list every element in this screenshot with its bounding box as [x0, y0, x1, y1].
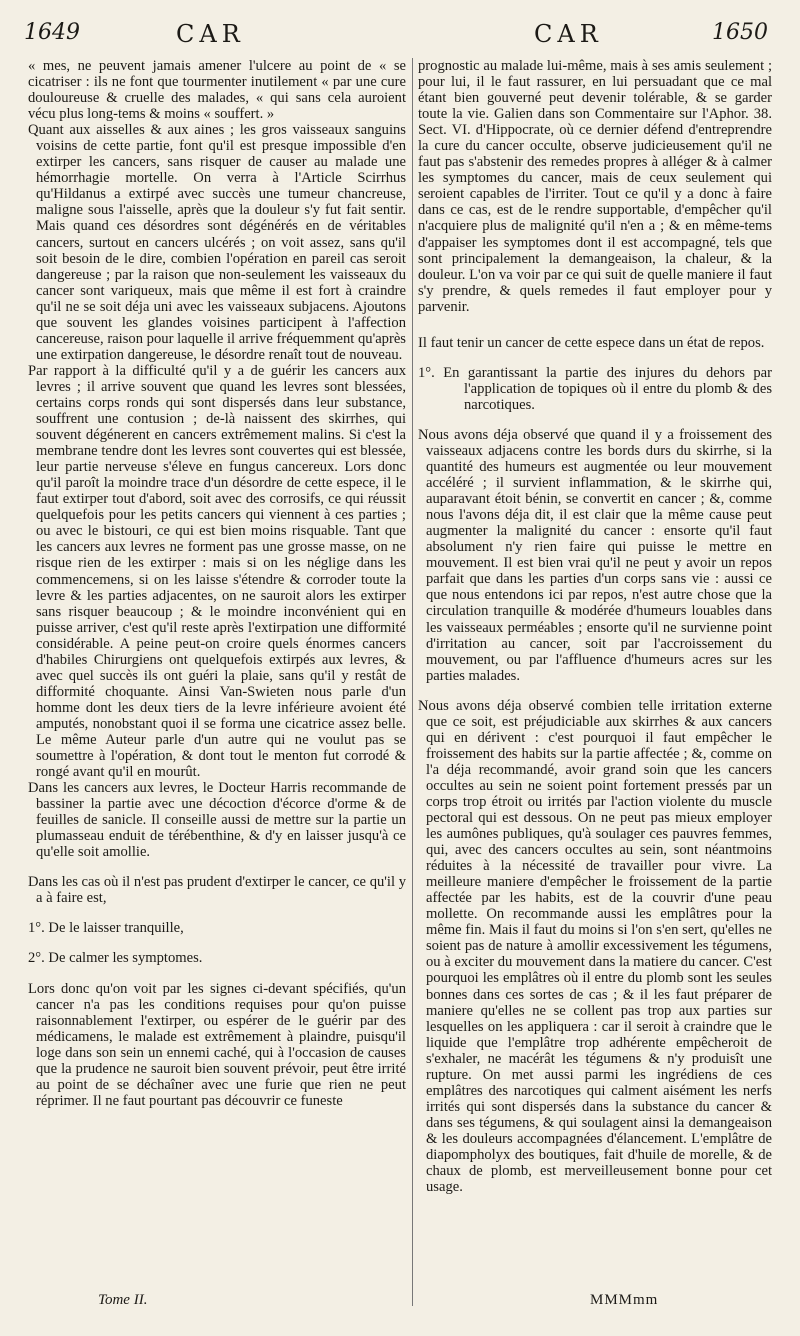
paragraph: « mes, ne peuvent jamais amener l'ulcere au point de « se cicatriser : ils ne font que tourmenter inutilement « par une cure douloureuse & cruelle des malades, « qui sans cela auroient vécu plus long-tems & moins « souffert. »: [28, 58, 406, 123]
paragraph: Quant aux aisselles & aux aines ; les gros vaisseaux sanguins voisins de cette partie, font qu'il est presque impossible d'en extirper les cancers, sans risquer de causer au malade une hémorrhagie mortelle. On verra à l'Article Scirrhus qu'Hildanus a extirpé avec succès une tumeur chancreuse, maligne sous l'aisselle, après que la douleur s'y fut fait sentir. Mais quand ces désordres sont dégénérés en de véritables cancers, surtout en cancers ulcérés ; on voit assez, sans qu'il soit besoin de le dire, combien l'opération en pareil cas seroit dangereuse ; par la raison que non-seulement les vaisseaux du cancer sont variqueux, mais que même il est fort à craindre qu'il ne se soit déja uni avec les vaisseaux subjacens. Ajoutons que souvent les glandes voisines participent à l'affection cancereuse, raison pour laquelle il arrive fréquemment qu'après une extirpation dangereuse, le désordre renaît tout de nouveau.: [28, 122, 406, 363]
right-running-head: CAR: [534, 20, 603, 48]
list-item: 1°. De le laisser tranquille,: [28, 920, 184, 937]
left-column: [28, 58, 406, 1303]
list-item: 2°. De calmer les symptomes.: [28, 950, 203, 967]
left-running-head: CAR: [176, 20, 245, 48]
paragraph: Nous avons déja observé que quand il y a froissement des vaisseaux adjacens contre les bords durs du skirrhe, si la quantité des humeurs est augmentée ou leur mouvement accéléré ; il survient inflammation, & le skirrhe qui, auparavant étoit bénin, se convertit en cancer ; &, comme nous l'avons déja dit, il est clair que la même cause peut augmenter la malignité du cancer : ensorte qu'il faut absolument n'y rien faire qui puisse le mettre en mouvement. Il est bien vrai qu'il ne peut y avoir un repos parfait que dans les parties d'un corps sans vie : aussi ce que nous entendons ici par repos, n'est autre chose que la circulation tranquille & modérée d'humeurs louables dans les vaisseaux perméables ; ensorte qu'il ne survienne point d'irritation au cancer, soit par l'accroissement du mouvement, ou par l'affluence d'humeurs acres sur les parties malades.: [418, 426, 772, 684]
column-divider: [412, 58, 413, 1306]
page-header: [0, 20, 800, 54]
list-item: 1°. En garantissant la partie des injures du dehors par l'application de topiques où il entre du plomb & des narcotiques.: [418, 364, 772, 413]
paragraph: Nous avons déja observé combien telle irritation externe que ce soit, est préjudiciable aux skirrhes & aux cancers qui en dérivent : c'est pourquoi il faut empêcher le froissement des habits sur la partie affectée ; &, comme on l'a déja recommandé, avoir grand soin que les cancers occultes au sein ne soient point fortement pressés par un corps trop étroit ou irrités par l'action violente du muscle pectoral qui est dessous. On ne peut pas mieux employer les aumônes publiques, qu'à soulager ces pauvres femmes, qui, avec des cancers occultes au sein, sont néantmoins réduites à la nécessité de travailler pour vivre. La meilleure maniere d'empêcher le froissement de la partie affectée par les habits, est de la couvrir d'une peau mollette. On recommande aussi les emplâtres pour la même fin. Mais il faut du moins si l'on s'en sert, qu'elles ne soient pas de nature à amollir excessivement les tégumens, ou à exciter du mouvement dans la matiere du cancer. C'est pourquoi les emplâtres où il entre du plomb sont les seules bonnes dans ces sortes de cas ; & il les faut préparer de maniere qu'elles ne se collent pas trop aux parties sur lesquelles on les appliquera : car il seroit à craindre que le liquide que l'emplâtre trop adhérente empêcheroit de s'exhaler, ne macérât les tégumens & n'y produisît une rupture. On met aussi parmi les ingrédiens de ces emplâtres des narcotiques qui calment aisément les nerfs irrités qui sont dispersés dans la substance du cancer & dans ses tégumens, & qui soulagent ainsi la demangeaison & les douleurs accompagnées d'élancement. L'emplâtre de diapompholyx des boutiques, fait d'huile de morelle, & de chaux de plomb, est merveilleusement bonne pour cet usage.: [418, 697, 772, 1196]
paragraph: prognostic au malade lui-même, mais à ses amis seulement ; pour lui, il le faut rassurer, en lui persuadant que ce mal étant bien gouverné peut devenir tolérable, & se garder toute la vie. Galien dans son Commentaire sur l'Aphor. 38. Sect. VI. d'Hippocrate, où ce dernier défend d'entreprendre la cure du cancer occulte, observe judicieusement qu'il ne faut pas s'abstenir des remedes propres à alléger & à calmer les symptomes du cancer, mais de ceux seulement qui seroient capables de l'irriter. Tout ce qu'il y a donc à faire dans ce cas, est de le rendre supportable, d'empêcher qu'il n'acquiere plus de malignité qu'il n'en a ; & en même-tems d'appaiser les symptomes dont il est accompagné, tels que sont principalement la demangeaison, la chaleur, & la douleur. L'on va voir par ce qui suit de quelle maniere il faut s'y prendre, & quels remedes il faut employer pour y parvenir.: [418, 58, 772, 315]
signature-mark: MMMmm: [590, 1292, 659, 1308]
left-page-number: 1649: [24, 20, 80, 45]
page-footer: [0, 1292, 800, 1316]
paragraph: Il faut tenir un cancer de cette espece dans un état de repos.: [418, 334, 765, 351]
paragraph: Dans les cancers aux levres, le Docteur Harris recommande de bassiner la partie avec une décoction d'écorce d'orme & de feuilles de sanicle. Il conseille aussi de mettre sur la partie un plumasseau enduit de térébenthine, & d'y en laisser jusqu'à ce qu'elle soit amollie.: [28, 780, 406, 861]
volume-label: Tome II.: [98, 1292, 148, 1308]
paragraph: Dans les cas où il n'est pas prudent d'extirper le cancer, ce qu'il y a à faire est,: [28, 874, 406, 907]
right-column: [418, 58, 772, 1303]
right-page-number: 1650: [712, 20, 768, 45]
paragraph: Par rapport à la difficulté qu'il y a de guérir les cancers aux levres ; il arrive souvent que quand les levres sont blessées, certains corps ronds qui sont dispersés dans leur substance, souffrent une contusion ; de-là naissent des skirrhes, qui souvent dégénerent en cancers extrêmement malins. Si c'est la membrane tendre dont les levres sont couvertes qui est blessée, leur partie nerveuse s'éleve en fungus cancereux. Lors donc qu'il paroît la moindre trace d'un désordre de cette espece, il le faut extirper tout d'abord, soit avec des corrosifs, ce qui réussit quelquefois pour les petits cancers qui viennent à ces parties ; ou avec le bistouri, ce qui est bien moins risquable. Tant que les cancers aux levres ne forment pas une grosse masse, on ne risque rien de les extirper : mais si on les néglige dans les commencemens, si on les laisse s'étendre & corroder toute la levre & les parties adjacentes, on ne sauroit alors les extirper sans risquer beaucoup ; & le moindre inconvénient qui en puisse arriver, c'est qu'il reste après l'extirpation une difformité considérable. A peine peut-on croire quels énormes cancers d'habiles Chirurgiens ont quelquefois extirpés aux levres, & avec quel succès ils ont guéri la plaie, sans qu'il y restât de difformité choquante. Ainsi Van-Swieten nous parle d'un homme dont les deux tiers de la levre inférieure avoient été amputés, nonobstant quoi il se forma une cicatrice assez belle. Le même Auteur parle d'un autre qui ne voulut pas se soumettre à l'opération, & dont tout le menton fut corrodé & rongé avant qu'il en mourût.: [28, 362, 406, 781]
paragraph: Lors donc qu'on voit par les signes ci-devant spécifiés, qu'un cancer n'a pas les conditions requises pour qu'on puisse raisonnablement l'extirper, ou espérer de le guérir par des médicamens, le malade est extrêmement à plaindre, puisqu'il loge dans son sein un ennemi caché, qui à l'occasion de causes que la prudence ne sauroit bien souvent prévoir, peut être irrité au point de se déchaîner avec une furie que rien ne peut réprimer. Il ne faut pourtant pas découvrir ce funeste: [28, 980, 406, 1109]
